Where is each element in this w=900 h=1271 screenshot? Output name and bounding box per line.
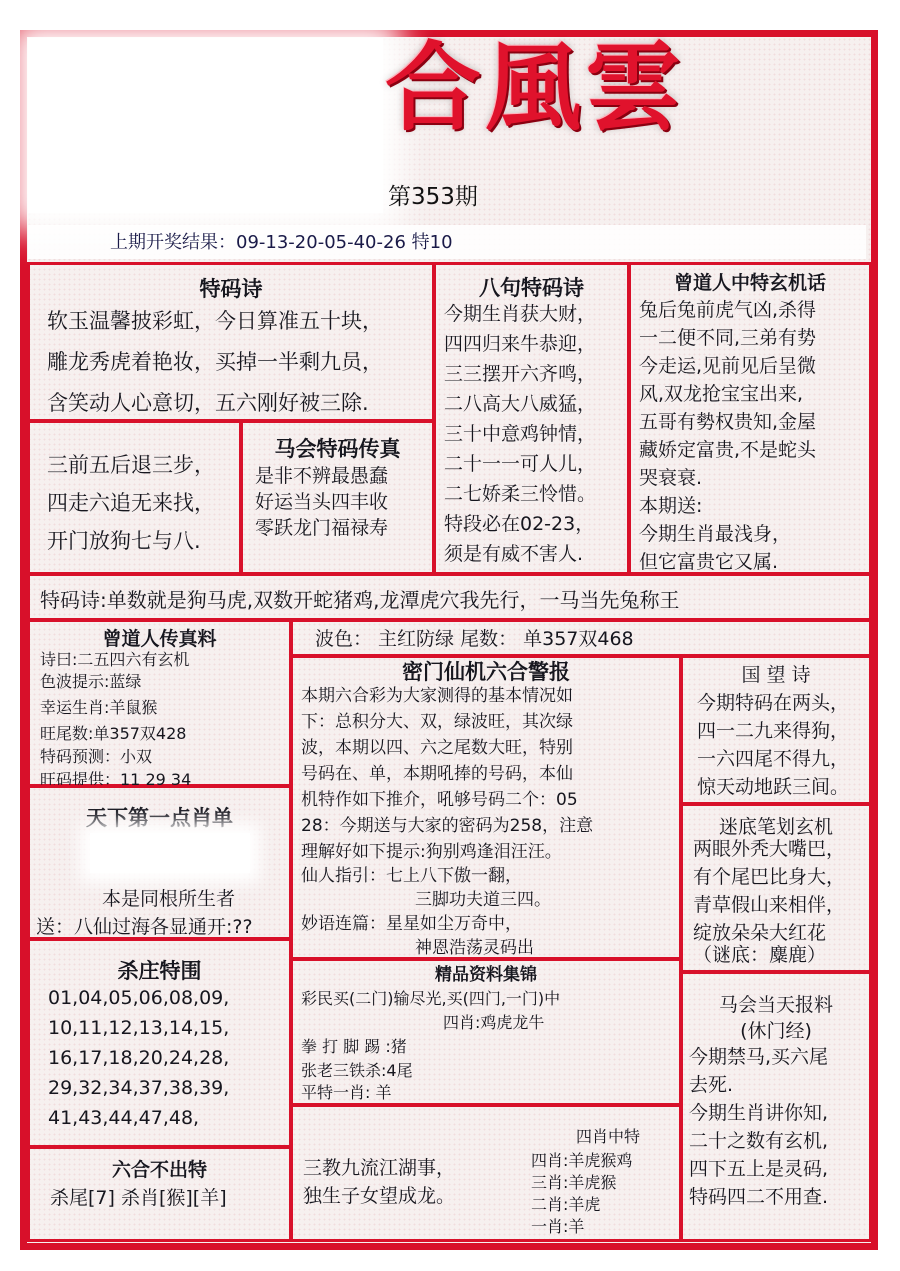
eight-line: 三三摆开六齐鸣， bbox=[444, 363, 597, 385]
zeng-line: 一二便不同,三弟有势 bbox=[639, 327, 817, 349]
sixiao-line: 二肖:羊虎 bbox=[531, 1195, 601, 1214]
mahui-title: 马会当天报料 bbox=[718, 994, 833, 1016]
zengfax-line: 诗曰:二五四六有玄机 bbox=[40, 650, 190, 669]
jingpin-box bbox=[290, 958, 682, 1106]
tianxia-blur bbox=[90, 833, 250, 873]
mimen-line: 神恩浩荡灵码出 bbox=[415, 938, 534, 958]
guowang-line: 今期特码在两头， bbox=[697, 692, 850, 714]
zeng-line: 本期送: bbox=[639, 495, 703, 517]
mimen-box bbox=[290, 655, 682, 960]
liuhe-box bbox=[27, 1146, 292, 1242]
kill-row: 10,11,12,13,14,15, bbox=[48, 1017, 230, 1039]
poem2-line: 开门放狗七与八. bbox=[47, 529, 201, 553]
zeng-line: 今走运,见前见后呈微 bbox=[639, 355, 817, 377]
zeng-line: 藏娇定富贵,不是蛇头 bbox=[639, 439, 817, 461]
mahui-line: 去死. bbox=[689, 1074, 734, 1096]
zeng-line: 风,双龙抢宝宝出来, bbox=[639, 383, 804, 405]
eight-line: 二八高大八威猛， bbox=[444, 393, 597, 415]
mahui-subtitle: (休门经) bbox=[740, 1020, 812, 1042]
zeng-line: 但它富贵它又属. bbox=[639, 551, 779, 573]
jingpin-line: 张老三铁杀:4尾 bbox=[301, 1061, 413, 1080]
guowang-line: 四一二九来得狗， bbox=[697, 720, 850, 742]
kill-title: 杀庄特围 bbox=[117, 959, 202, 983]
kill-row: 29,32,34,37,38,39, bbox=[48, 1077, 230, 1099]
wave-text: 波色： 主红防绿 尾数： 单357双468 bbox=[315, 628, 634, 650]
guowang-line: 惊天动地跃三间。 bbox=[697, 776, 850, 798]
zeng-title: 曾道人中特玄机话 bbox=[673, 272, 826, 294]
wave-box bbox=[290, 619, 872, 657]
eight-line: 三十中意鸡钟情， bbox=[444, 423, 597, 445]
logo-title: 合風雲 bbox=[385, 31, 685, 144]
jingpin-title: 精品资料集锦 bbox=[435, 965, 537, 985]
guowang-line: 一六四尾不得九， bbox=[697, 748, 850, 770]
eight-line: 二十一一可人儿， bbox=[444, 453, 597, 475]
poem2-line: 三前五后退三步， bbox=[47, 453, 215, 477]
mimen-line: 本期六合彩为大家测得的基本情况如 bbox=[301, 686, 573, 706]
fax-line: 是非不辨最愚蠢 bbox=[255, 465, 389, 487]
guowang-title: 国 望 诗 bbox=[741, 664, 811, 686]
mimen-line: 理解好如下提示:狗别鸡逢泪汪汪。 bbox=[301, 842, 562, 862]
fax-line: 零跃龙门福禄寿 bbox=[255, 517, 389, 539]
poem-line: 含笑动人心意切，五六刚好被三除. bbox=[47, 391, 369, 415]
tianxia-box bbox=[27, 785, 292, 940]
jingpin-line: 四肖:鸡虎龙牛 bbox=[443, 1013, 545, 1032]
midi-line: 有个尾巴比身大， bbox=[693, 866, 846, 888]
midi-box bbox=[680, 803, 872, 973]
mahui-line: 今期禁马,买六尾 bbox=[689, 1046, 829, 1068]
poem-box bbox=[27, 262, 435, 422]
kill-box bbox=[27, 938, 292, 1148]
eight-poem-title: 八句特码诗 bbox=[479, 276, 584, 300]
eight-line: 今期生肖获大财， bbox=[444, 303, 597, 325]
tianxia-line: 本是同根所生者 bbox=[102, 888, 236, 910]
zengfax-box bbox=[27, 619, 292, 787]
mimen-line: 三脚功夫道三四。 bbox=[415, 890, 551, 910]
tianxia-title: 天下第一点肖单 bbox=[86, 806, 233, 830]
zengfax-line: 幸运生肖:羊鼠猴 bbox=[40, 698, 158, 717]
poem-line: 雕龙秀虎着艳妆，买掉一半剩九员， bbox=[47, 350, 383, 374]
eight-poem-box bbox=[433, 262, 630, 575]
zengfax-line: 特码预测：小双 bbox=[40, 747, 153, 766]
eight-line: 四四归来牛恭迎， bbox=[444, 333, 597, 355]
eight-line: 二七娇柔三怜惜。 bbox=[444, 483, 597, 505]
eight-line: 特段必在02-23， bbox=[444, 513, 595, 535]
zengfax-line: 色波提示:蓝绿 bbox=[40, 672, 142, 691]
zeng-line: 兔后兔前虎气凶,杀得 bbox=[639, 299, 817, 321]
sanjiao-line: 独生子女望成龙。 bbox=[303, 1185, 456, 1207]
guowang-box bbox=[680, 655, 872, 805]
mimen-line: 28：今期送与大家的密码为258，注意 bbox=[301, 816, 594, 836]
eight-line: 须是有威不害人. bbox=[444, 543, 584, 565]
sixiao-title: 四肖中特 bbox=[576, 1127, 641, 1146]
mimen-line: 号码在、单，本期吼捧的号码，本仙 bbox=[301, 764, 573, 784]
kill-row: 01,04,05,06,08,09, bbox=[48, 987, 230, 1009]
zengfax-line: 旺尾数:单357双428 bbox=[40, 724, 187, 743]
sixiao-line: 四肖:羊虎猴鸡 bbox=[531, 1151, 633, 1170]
mahui-box bbox=[680, 971, 872, 1242]
sixiao-line: 一肖:羊 bbox=[531, 1217, 585, 1236]
mimen-title: 密门仙机六合警报 bbox=[402, 660, 570, 684]
mimen-line: 下：总积分大、双，绿波旺，其次绿 bbox=[301, 712, 573, 732]
jingpin-line: 拳 打 脚 踢 :猪 bbox=[301, 1037, 407, 1056]
last-result: 上期开奖结果：09-13-20-05-40-26 特10 bbox=[110, 232, 453, 253]
fax-title: 马会特码传真 bbox=[274, 437, 401, 461]
mimen-line: 机特作如下推介，吼够号码二个：05 bbox=[301, 790, 578, 810]
poem-title: 特码诗 bbox=[199, 277, 263, 301]
zeng-box bbox=[628, 262, 872, 575]
liuhe-title: 六合不出特 bbox=[111, 1159, 207, 1181]
poem-line: 软玉温馨披彩虹，今日算准五十块， bbox=[47, 309, 383, 333]
mimen-line: 波，本期以四、六之尾数大旺，特别 bbox=[301, 738, 573, 758]
midi-title: 迷底笔划玄机 bbox=[718, 816, 833, 838]
banner-box bbox=[27, 573, 872, 621]
mahui-line: 二十之数有玄机, bbox=[689, 1130, 829, 1152]
fax-box bbox=[240, 420, 435, 575]
mahui-line: 特码四二不用查. bbox=[689, 1186, 829, 1208]
midi-answer: （谜底：麋鹿） bbox=[693, 944, 827, 966]
kill-row: 16,17,18,20,24,28, bbox=[48, 1047, 230, 1069]
mahui-line: 四下五上是灵码, bbox=[689, 1158, 829, 1180]
issue-number: 第353期 bbox=[388, 184, 478, 210]
mimen-line: 妙语连篇：星星如尘万奇中， bbox=[301, 914, 522, 934]
banner-text: 特码诗:单数就是狗马虎,双数开蛇猪鸡,龙潭虎穴我先行，一马当先兔称王 bbox=[40, 588, 680, 612]
poem2-line: 四走六追无来找， bbox=[47, 491, 215, 515]
midi-line: 绽放朵朵大红花 bbox=[693, 922, 827, 944]
header-blur-panel bbox=[28, 38, 383, 213]
sanjiao-line: 三教九流江湖事， bbox=[303, 1157, 456, 1179]
midi-line: 两眼外秃大嘴巴， bbox=[693, 838, 846, 860]
midi-line: 青草假山来相伴， bbox=[693, 894, 846, 916]
jingpin-line: 彩民买(二门)输尽光,买(四门,一门)中 bbox=[301, 989, 561, 1008]
zeng-line: 哭衰衰. bbox=[639, 467, 703, 489]
poem2-box bbox=[27, 420, 242, 575]
zeng-line: 今期生肖最浅身， bbox=[639, 523, 792, 545]
zeng-line: 五哥有勢权贵知,金屋 bbox=[639, 411, 817, 433]
tianxia-line: 送：八仙过海各显通开:?? bbox=[36, 916, 253, 938]
sixiao-line: 三肖:羊虎猴 bbox=[531, 1173, 617, 1192]
liuhe-line: 杀尾[7] 杀肖[猴][羊] bbox=[50, 1187, 227, 1209]
zengfax-line: 旺码提供：11 29 34 bbox=[40, 770, 192, 789]
mahui-line: 今期生肖讲你知, bbox=[689, 1102, 829, 1124]
sanjiao-box bbox=[290, 1104, 682, 1242]
mimen-line: 仙人指引：七上八下傲一翻， bbox=[301, 866, 522, 886]
fax-line: 好运当头四丰收 bbox=[255, 491, 389, 513]
zengfax-title: 曾道人传真料 bbox=[102, 628, 217, 650]
jingpin-line: 平特一肖: 羊 bbox=[301, 1083, 392, 1102]
kill-row: 41,43,44,47,48, bbox=[48, 1107, 200, 1129]
